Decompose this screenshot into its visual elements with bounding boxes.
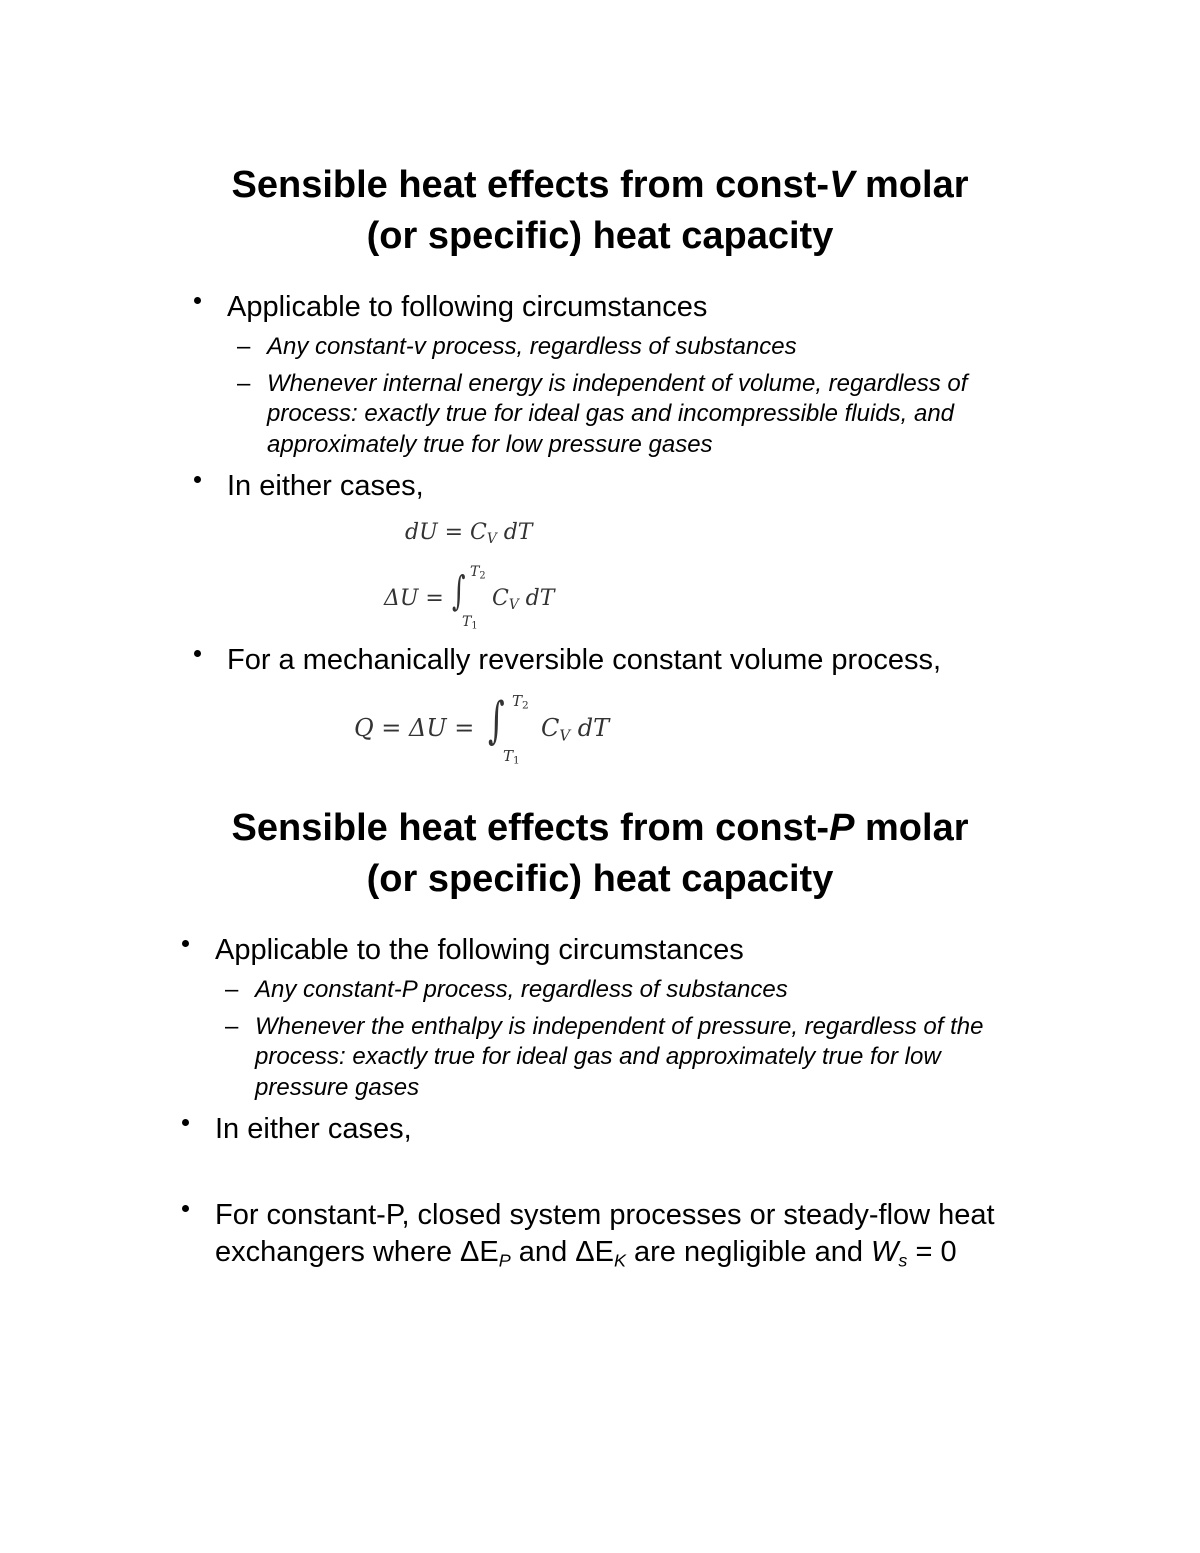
section2-title — [0, 803, 1200, 905]
integral-sign: ∫ — [488, 690, 505, 750]
section2-title-line1 — [0, 803, 1200, 854]
equation-delta-u-body: $C_V$ dT — [492, 586, 555, 614]
title-variable: V — [829, 164, 855, 206]
section1-bullet3: For a mechanically reversible constant volume process, — [227, 644, 942, 676]
title-text: Sensible heat effects from const- — [231, 807, 830, 849]
section2-bullet3-line1: For constant-P, closed system processes or steady-flow heat — [215, 1199, 995, 1231]
integral-upper-limit: T2 — [512, 692, 529, 712]
section2-title-line2: (or specific) heat capacity — [366, 858, 834, 900]
section1-bullet2: In either cases, — [227, 470, 424, 502]
integral-lower-limit: T1 — [503, 747, 520, 767]
equation-q-lhs: Q = ΔU = — [354, 714, 475, 742]
section1-title-line2: (or specific) heat capacity — [366, 215, 834, 257]
title-variable: P — [829, 807, 855, 849]
section1-sub2-line2: process: exactly true for ideal gas and incompressible fluids, and — [267, 400, 955, 427]
dash-marker: – — [237, 370, 251, 397]
section1-sub2-line3: approximately true for low pressure gases — [267, 431, 713, 458]
title-text: molar — [854, 807, 969, 849]
section2-sub2-line2: process: exactly true for ideal gas and approximately true for low — [255, 1043, 941, 1070]
section1-bullet1: Applicable to following circumstances — [227, 291, 708, 323]
section2-bullet2: In either cases, — [215, 1113, 412, 1145]
bullet-dot — [182, 1119, 189, 1126]
integral-upper-limit: T2 — [470, 564, 486, 582]
dash-marker: – — [225, 976, 239, 1003]
bullet-dot — [182, 1205, 189, 1212]
section2-sub1: Any constant-P process, regardless of substances — [255, 976, 788, 1003]
section1-sub1: Any constant-v process, regardless of substances — [267, 333, 797, 360]
section2-sub2-line3: pressure gases — [255, 1074, 420, 1101]
integral-sign: ∫ — [452, 568, 466, 616]
dash-marker: – — [225, 1013, 239, 1040]
title-text: molar — [854, 164, 969, 206]
bullet-dot — [182, 940, 189, 947]
bullet-dot — [194, 476, 201, 483]
section2-bullet3-line2: exchangers where $\Delta E_P$ and $\Delta E_K$ are negligible and $W_s = 0$ — [215, 1236, 957, 1271]
integral-lower-limit: T1 — [462, 614, 478, 632]
title-text: Sensible heat effects from const- — [231, 164, 830, 206]
section2-sub2-line1: Whenever the enthalpy is independent of pressure, regardless of the — [255, 1013, 984, 1040]
bullet-dot — [194, 297, 201, 304]
section1-title — [0, 160, 1200, 262]
section2-bullet1: Applicable to the following circumstances — [215, 934, 744, 966]
dash-marker: – — [237, 333, 251, 360]
section1-title-line1 — [0, 160, 1200, 211]
equation-q-body: $C_V$ dT — [541, 714, 610, 745]
bullet-dot — [194, 650, 201, 657]
equation-delta-u-lhs: ΔU = — [384, 586, 444, 611]
equation-du: dU = $C_V$ dT — [405, 520, 533, 548]
section1-sub2-line1: Whenever internal energy is independent of volume, regardless of — [267, 370, 968, 397]
